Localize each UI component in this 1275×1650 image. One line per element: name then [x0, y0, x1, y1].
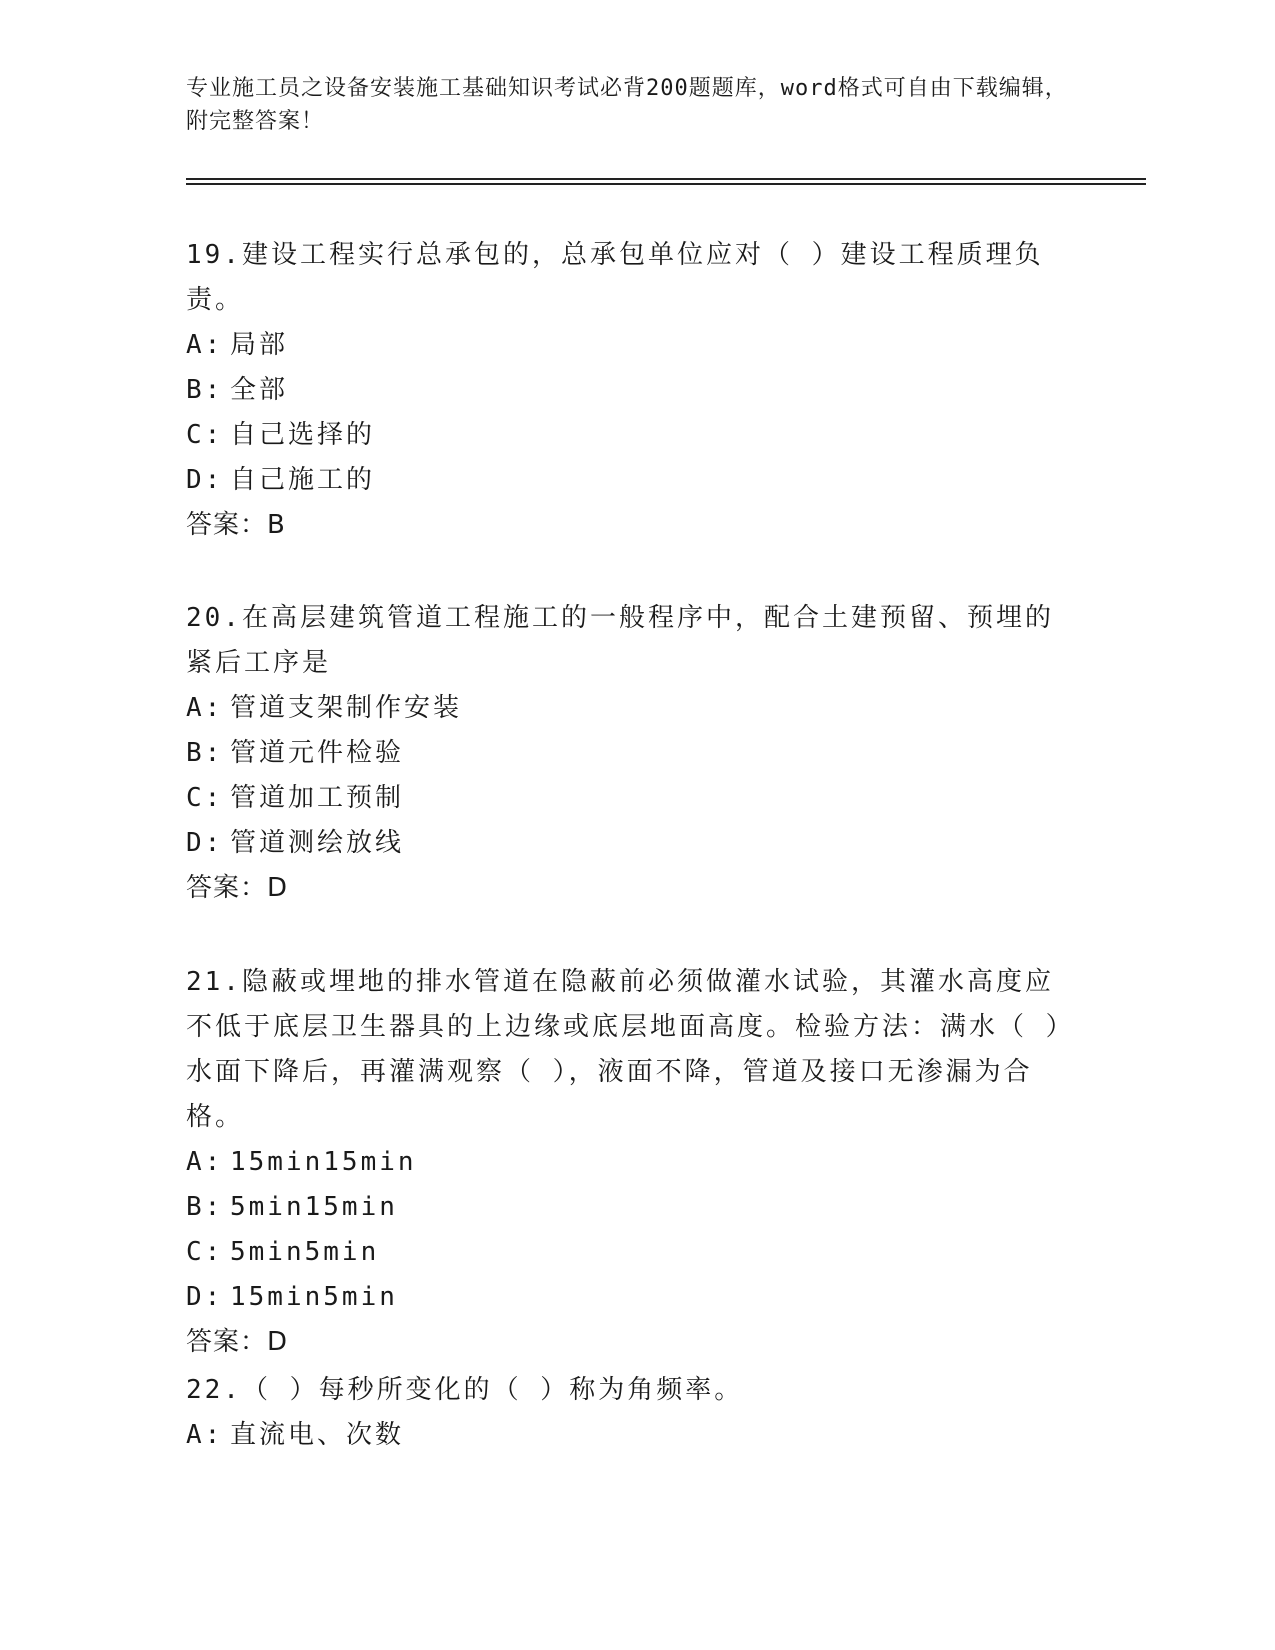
answer-line [186, 503, 1076, 548]
question-stem: 21.隐蔽或埋地的排水管道在隐蔽前必须做灌水试验，其灌水高度应不低于底层卫生器具的上边缘或底层地面高度。检验方法：满水（ ）水面下降后，再灌满观察（ ），液面不降，管道及接口无渗漏为合格。 [186, 967, 1075, 1132]
answer-value: D [267, 873, 289, 903]
option-c [186, 776, 1076, 821]
option-text: 管道测绘放线 [230, 828, 405, 858]
option-a [186, 1140, 1076, 1185]
question-19 [186, 233, 1076, 548]
option-c [186, 413, 1076, 458]
option-label: B: [186, 738, 224, 768]
option-text: 管道支架制作安装 [230, 693, 463, 723]
question-20 [186, 596, 1076, 911]
option-b [186, 368, 1076, 413]
option-text: 5min5min [230, 1237, 380, 1267]
option-label: B: [186, 375, 224, 405]
option-text: 全部 [230, 375, 289, 405]
question-stem: 20.在高层建筑管道工程施工的一般程序中，配合土建预留、预埋的紧后工序是 [186, 603, 1054, 678]
option-label: C: [186, 783, 224, 813]
option-text: 自己选择的 [230, 420, 376, 450]
option-text: 管道加工预制 [230, 783, 405, 813]
option-label: A: [186, 693, 224, 723]
answer-value: D [267, 1327, 289, 1357]
question-22 [186, 1368, 1076, 1458]
answer-prefix: 答案： [186, 510, 268, 540]
option-label: A: [186, 1147, 224, 1177]
option-label: D: [186, 1282, 224, 1312]
option-d [186, 821, 1076, 866]
document-header: 专业施工员之设备安装施工基础知识考试必背200题题库，word格式可自由下载编辑，附完整答案！ [186, 76, 1068, 134]
option-label: B: [186, 1192, 224, 1222]
option-text: 15min5min [230, 1282, 398, 1312]
option-label: D: [186, 465, 224, 495]
option-text: 15min15min [230, 1147, 417, 1177]
option-c [186, 1230, 1076, 1275]
option-label: C: [186, 1237, 224, 1267]
option-d [186, 458, 1076, 503]
option-text: 局部 [230, 330, 289, 360]
option-text: 5min15min [230, 1192, 398, 1222]
header-divider-top [186, 178, 1146, 180]
header-divider-bottom [186, 183, 1146, 185]
question-21 [186, 960, 1076, 1365]
option-b [186, 1185, 1076, 1230]
option-d [186, 1275, 1076, 1320]
option-label: C: [186, 420, 224, 450]
answer-line [186, 866, 1076, 911]
answer-value: B [267, 510, 286, 540]
question-stem: 22.（ ）每秒所变化的（ ）称为角频率。 [186, 1375, 744, 1405]
option-a [186, 1413, 1076, 1458]
question-stem: 19.建设工程实行总承包的，总承包单位应对（ ）建设工程质理负责。 [186, 240, 1044, 315]
option-a [186, 323, 1076, 368]
answer-prefix: 答案： [186, 1327, 268, 1357]
option-text: 自己施工的 [230, 465, 376, 495]
option-label: A: [186, 330, 224, 360]
option-text: 直流电、次数 [230, 1420, 405, 1450]
answer-line [186, 1320, 1076, 1365]
answer-prefix: 答案： [186, 873, 268, 903]
option-b [186, 731, 1076, 776]
option-text: 管道元件检验 [230, 738, 405, 768]
option-a [186, 686, 1076, 731]
option-label: D: [186, 828, 224, 858]
option-label: A: [186, 1420, 224, 1450]
